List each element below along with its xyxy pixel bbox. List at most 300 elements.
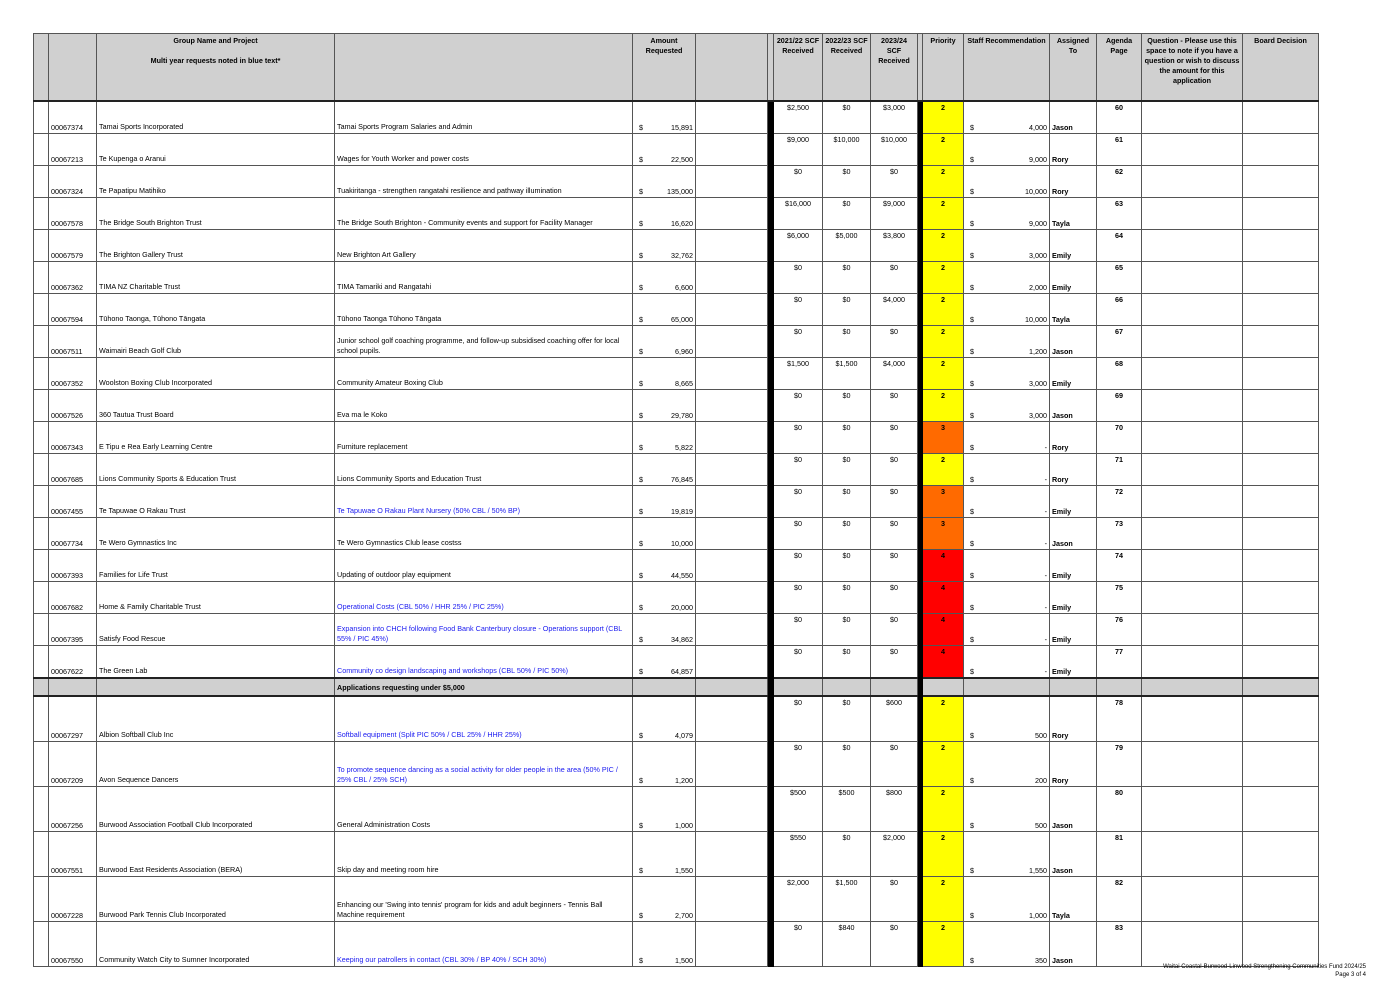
- staff-recommendation: [964, 198, 1050, 230]
- group-name: Te Wero Gymnastics Inc: [97, 518, 335, 550]
- application-id: 00067343: [49, 422, 97, 454]
- currency-symbol: $: [639, 251, 643, 260]
- amount-value: 65,000: [671, 315, 693, 324]
- spacer-cell: [696, 326, 768, 358]
- table-row: [34, 454, 1319, 486]
- board-decision-cell: [1243, 696, 1319, 742]
- amount-header: Amount Requested: [633, 34, 696, 102]
- priority-value: 2: [923, 198, 964, 230]
- currency-symbol: $: [639, 667, 643, 676]
- priority-value: 2: [923, 166, 964, 198]
- staff-recommendation-header: Staff Recommendation: [964, 34, 1050, 102]
- scf-2021-value: $0: [774, 696, 823, 742]
- amount-value: -: [1044, 571, 1047, 580]
- currency-symbol: $: [970, 635, 974, 644]
- assigned-to: Tayla: [1050, 198, 1097, 230]
- currency-symbol: $: [639, 956, 643, 965]
- staff-recommendation: [964, 390, 1050, 422]
- staff-recommendation: [964, 294, 1050, 326]
- priority-value: 4: [923, 582, 964, 614]
- assigned-to: Jason: [1050, 922, 1097, 967]
- amount-value: 9,000: [1029, 219, 1047, 228]
- spacer-cell: [696, 101, 768, 134]
- table-row: [34, 262, 1319, 294]
- question-cell: [1142, 326, 1243, 358]
- scf-2022-value: $0: [823, 262, 871, 294]
- agenda-page: 65: [1097, 262, 1142, 294]
- amount-value: -: [1044, 667, 1047, 676]
- question-cell: [1142, 518, 1243, 550]
- amount-value: 4,079: [675, 731, 693, 740]
- agenda-page: 73: [1097, 518, 1142, 550]
- amount-value: 2,700: [675, 911, 693, 920]
- amount-requested: [633, 294, 696, 326]
- amount-value: 500: [1035, 731, 1047, 740]
- amount-value: 1,000: [1029, 911, 1047, 920]
- amount-value: 34,862: [671, 635, 693, 644]
- table-row: [34, 614, 1319, 646]
- row-margin: [34, 358, 49, 390]
- amount-requested: [633, 198, 696, 230]
- scf-2023-value: $0: [871, 742, 918, 787]
- scf-2022-value: $1,500: [823, 358, 871, 390]
- project-description: Furniture replacement: [335, 422, 633, 454]
- board-decision-cell: [1243, 486, 1319, 518]
- scf-2023-value: $0: [871, 646, 918, 679]
- application-id: 00067551: [49, 832, 97, 877]
- currency-symbol: $: [639, 821, 643, 830]
- amount-requested: [633, 486, 696, 518]
- row-margin: [34, 134, 49, 166]
- row-margin: [34, 696, 49, 742]
- table-row: [34, 877, 1319, 922]
- currency-symbol: $: [639, 866, 643, 875]
- project-description: General Administration Costs: [335, 787, 633, 832]
- row-margin: [34, 198, 49, 230]
- project-description: Wages for Youth Worker and power costs: [335, 134, 633, 166]
- amount-requested: [633, 582, 696, 614]
- board-decision-cell: [1243, 294, 1319, 326]
- assigned-to: Jason: [1050, 787, 1097, 832]
- assigned-to: Emily: [1050, 230, 1097, 262]
- row-margin: [34, 742, 49, 787]
- amount-value: 9,000: [1029, 155, 1047, 164]
- scf-2022-value: $0: [823, 486, 871, 518]
- amount-value: 200: [1035, 776, 1047, 785]
- scf-2022-value: $0: [823, 422, 871, 454]
- group-name: Te Papatipu Matihiko: [97, 166, 335, 198]
- priority-header: Priority: [923, 34, 964, 102]
- question-cell: [1142, 422, 1243, 454]
- applications-group: [34, 101, 1319, 678]
- application-id: 00067209: [49, 742, 97, 787]
- agenda-page: 76: [1097, 614, 1142, 646]
- assigned-to: Jason: [1050, 518, 1097, 550]
- amount-requested: [633, 614, 696, 646]
- scf-2022-value: $0: [823, 832, 871, 877]
- project-description: Lions Community Sports and Education Trust: [335, 454, 633, 486]
- priority-value: 2: [923, 262, 964, 294]
- assigned-to: Jason: [1050, 101, 1097, 134]
- scf-2023-value: $0: [871, 326, 918, 358]
- scf-2023-value: $9,000: [871, 198, 918, 230]
- amount-value: 10,000: [671, 539, 693, 548]
- application-id: 00067256: [49, 787, 97, 832]
- spacer-cell: [696, 922, 768, 967]
- spacer-cell: [696, 742, 768, 787]
- group-name: Waimairi Beach Golf Club: [97, 326, 335, 358]
- assigned-to-header: Assigned To: [1050, 34, 1097, 102]
- currency-symbol: $: [639, 155, 643, 164]
- amount-value: 135,000: [667, 187, 693, 196]
- currency-symbol: $: [970, 315, 974, 324]
- assigned-to: Rory: [1050, 696, 1097, 742]
- scf-2022-value: $0: [823, 390, 871, 422]
- table-row: [34, 646, 1319, 679]
- currency-symbol: $: [970, 821, 974, 830]
- question-cell: [1142, 101, 1243, 134]
- currency-symbol: $: [970, 123, 974, 132]
- currency-symbol: $: [970, 251, 974, 260]
- currency-symbol: $: [639, 911, 643, 920]
- scf-2021-value: $0: [774, 582, 823, 614]
- agenda-page: 75: [1097, 582, 1142, 614]
- currency-symbol: $: [970, 603, 974, 612]
- amount-requested: [633, 877, 696, 922]
- priority-value: 2: [923, 358, 964, 390]
- amount-value: -: [1044, 443, 1047, 452]
- project-description: Tuakiritanga - strengthen rangatahi resilience and pathway illumination: [335, 166, 633, 198]
- priority-value: 2: [923, 390, 964, 422]
- amount-value: 1,200: [675, 776, 693, 785]
- question-cell: [1142, 390, 1243, 422]
- row-margin: [34, 101, 49, 134]
- spacer-cell: [696, 486, 768, 518]
- project-description: Updating of outdoor play equipment: [335, 550, 633, 582]
- currency-symbol: $: [639, 635, 643, 644]
- table-row: [34, 166, 1319, 198]
- scf-2022-value: $0: [823, 550, 871, 582]
- board-decision-cell: [1243, 787, 1319, 832]
- scf-2022-value: $0: [823, 101, 871, 134]
- project-description: Junior school golf coaching programme, and follow-up subsidised coaching offer for local school pupils.: [335, 326, 633, 358]
- agenda-page: 68: [1097, 358, 1142, 390]
- scf-2021-value: $9,000: [774, 134, 823, 166]
- project-description: Expansion into CHCH following Food Bank Canterbury closure - Operations support (CBL 55% / PIC 45%): [335, 614, 633, 646]
- scf-2023-value: $4,000: [871, 358, 918, 390]
- row-margin: [34, 646, 49, 679]
- agenda-page: 83: [1097, 922, 1142, 967]
- scf-2022-value: $0: [823, 454, 871, 486]
- application-id: 00067352: [49, 358, 97, 390]
- project-description: Keeping our patrollers in contact (CBL 30% / BP 40% / SCH 30%): [335, 922, 633, 967]
- table-row: [34, 518, 1319, 550]
- priority-value: 2: [923, 787, 964, 832]
- agenda-page: 79: [1097, 742, 1142, 787]
- question-cell: [1142, 742, 1243, 787]
- group-name: Lions Community Sports & Education Trust: [97, 454, 335, 486]
- table-row: [34, 422, 1319, 454]
- priority-value: 3: [923, 486, 964, 518]
- board-decision-cell: [1243, 230, 1319, 262]
- amount-requested: [633, 326, 696, 358]
- scf-2021-header: 2021/22 SCF Received: [774, 34, 823, 102]
- application-id: 00067578: [49, 198, 97, 230]
- amount-value: -: [1044, 635, 1047, 644]
- question-cell: [1142, 358, 1243, 390]
- amount-value: 44,550: [671, 571, 693, 580]
- project-description: To promote sequence dancing as a social activity for older people in the area (50% PIC / 25% CBL / 25% SCH): [335, 742, 633, 787]
- board-decision-cell: [1243, 422, 1319, 454]
- currency-symbol: $: [970, 187, 974, 196]
- project-description: Skip day and meeting room hire: [335, 832, 633, 877]
- group-name: Home & Family Charitable Trust: [97, 582, 335, 614]
- agenda-page: 78: [1097, 696, 1142, 742]
- application-id: 00067213: [49, 134, 97, 166]
- agenda-page: 66: [1097, 294, 1142, 326]
- assigned-to: Jason: [1050, 326, 1097, 358]
- question-cell: [1142, 646, 1243, 679]
- scf-2022-value: $0: [823, 742, 871, 787]
- assigned-to: Emily: [1050, 614, 1097, 646]
- currency-symbol: $: [639, 283, 643, 292]
- currency-symbol: $: [639, 187, 643, 196]
- board-decision-header: Board Decision: [1243, 34, 1319, 102]
- spacer-cell: [696, 614, 768, 646]
- staff-recommendation: [964, 922, 1050, 967]
- agenda-page: 64: [1097, 230, 1142, 262]
- board-decision-cell: [1243, 550, 1319, 582]
- group-name: 360 Tautua Trust Board: [97, 390, 335, 422]
- scf-2022-value: $0: [823, 166, 871, 198]
- agenda-page-header: Agenda Page: [1097, 34, 1142, 102]
- agenda-page: 74: [1097, 550, 1142, 582]
- agenda-page: 72: [1097, 486, 1142, 518]
- question-cell: [1142, 922, 1243, 967]
- staff-recommendation: [964, 166, 1050, 198]
- board-decision-cell: [1243, 390, 1319, 422]
- board-decision-cell: [1243, 326, 1319, 358]
- project-description: Operational Costs (CBL 50% / HHR 25% / PIC 25%): [335, 582, 633, 614]
- scf-2021-value: $0: [774, 486, 823, 518]
- question-cell: [1142, 486, 1243, 518]
- board-decision-cell: [1243, 877, 1319, 922]
- row-margin: [34, 294, 49, 326]
- section-label: Applications requesting under $5,000: [335, 678, 633, 696]
- application-id: 00067393: [49, 550, 97, 582]
- currency-symbol: $: [970, 866, 974, 875]
- scf-2023-value: $3,000: [871, 101, 918, 134]
- currency-symbol: $: [639, 571, 643, 580]
- application-id: 00067297: [49, 696, 97, 742]
- spacer-cell: [696, 390, 768, 422]
- scf-2023-value: $600: [871, 696, 918, 742]
- currency-symbol: $: [639, 603, 643, 612]
- scf-2021-value: $6,000: [774, 230, 823, 262]
- application-id: 00067734: [49, 518, 97, 550]
- group-name: Community Watch City to Sumner Incorporated: [97, 922, 335, 967]
- spacer-cell: [696, 696, 768, 742]
- group-name: Te Kupenga o Aranui: [97, 134, 335, 166]
- amount-value: 20,000: [671, 603, 693, 612]
- amount-value: 3,000: [1029, 379, 1047, 388]
- application-id: 00067362: [49, 262, 97, 294]
- spacer-cell: [696, 518, 768, 550]
- row-margin: [34, 614, 49, 646]
- staff-recommendation: [964, 230, 1050, 262]
- scf-2022-value: $10,000: [823, 134, 871, 166]
- amount-value: -: [1044, 507, 1047, 516]
- scf-2022-value: $500: [823, 787, 871, 832]
- table-row: [34, 134, 1319, 166]
- scf-2022-value: $840: [823, 922, 871, 967]
- amount-requested: [633, 422, 696, 454]
- scf-2023-value: $10,000: [871, 134, 918, 166]
- staff-recommendation: [964, 614, 1050, 646]
- application-id: 00067455: [49, 486, 97, 518]
- priority-value: 4: [923, 614, 964, 646]
- staff-recommendation: [964, 262, 1050, 294]
- scf-2021-value: $0: [774, 262, 823, 294]
- agenda-page: 77: [1097, 646, 1142, 679]
- currency-symbol: $: [970, 776, 974, 785]
- scf-2021-value: $0: [774, 646, 823, 679]
- scf-2021-value: $0: [774, 550, 823, 582]
- assigned-to: Emily: [1050, 582, 1097, 614]
- scf-2022-value: $0: [823, 614, 871, 646]
- amount-requested: [633, 101, 696, 134]
- staff-recommendation: [964, 832, 1050, 877]
- amount-value: 10,000: [1025, 315, 1047, 324]
- staff-recommendation: [964, 742, 1050, 787]
- row-margin: [34, 166, 49, 198]
- currency-symbol: $: [639, 379, 643, 388]
- assigned-to: Tayla: [1050, 294, 1097, 326]
- agenda-page: 70: [1097, 422, 1142, 454]
- table-row: [34, 294, 1319, 326]
- amount-requested: [633, 262, 696, 294]
- group-name: Albion Softball Club Inc: [97, 696, 335, 742]
- project-description: Eva ma le Koko: [335, 390, 633, 422]
- project-description: Enhancing our 'Swing into tennis' program for kids and adult beginners - Tennis Ball Machine requirement: [335, 877, 633, 922]
- scf-2022-value: $0: [823, 518, 871, 550]
- board-decision-cell: [1243, 101, 1319, 134]
- project-description: Community co design landscaping and workshops (CBL 50% / PIC 50%): [335, 646, 633, 679]
- amount-value: 1,000: [675, 821, 693, 830]
- amount-value: 32,762: [671, 251, 693, 260]
- board-decision-cell: [1243, 454, 1319, 486]
- board-decision-cell: [1243, 742, 1319, 787]
- application-id: 00067594: [49, 294, 97, 326]
- application-id: 00067579: [49, 230, 97, 262]
- table-row: [34, 742, 1319, 787]
- row-margin: [34, 326, 49, 358]
- board-decision-cell: [1243, 614, 1319, 646]
- table-row: [34, 358, 1319, 390]
- application-id: 00067682: [49, 582, 97, 614]
- group-name: E Tipu e Rea Early Learning Centre: [97, 422, 335, 454]
- group-name: The Green Lab: [97, 646, 335, 679]
- staff-recommendation: [964, 422, 1050, 454]
- agenda-page: 71: [1097, 454, 1142, 486]
- staff-recommendation: [964, 582, 1050, 614]
- staff-recommendation: [964, 646, 1050, 679]
- project-description: Community Amateur Boxing Club: [335, 358, 633, 390]
- amount-requested: [633, 390, 696, 422]
- amount-value: 5,822: [675, 443, 693, 452]
- row-margin: [34, 230, 49, 262]
- priority-value: 2: [923, 696, 964, 742]
- priority-value: 2: [923, 134, 964, 166]
- application-id: 00067526: [49, 390, 97, 422]
- row-margin: [34, 832, 49, 877]
- staff-recommendation: [964, 877, 1050, 922]
- scf-2023-value: $0: [871, 422, 918, 454]
- scf-2022-value: $0: [823, 646, 871, 679]
- group-name: Burwood Park Tennis Club Incorporated: [97, 877, 335, 922]
- scf-2023-value: $0: [871, 486, 918, 518]
- staff-recommendation: [964, 787, 1050, 832]
- currency-symbol: $: [970, 155, 974, 164]
- section-divider: [34, 678, 1319, 696]
- page-footer: [1163, 963, 1366, 979]
- question-cell: [1142, 614, 1243, 646]
- currency-symbol: $: [970, 911, 974, 920]
- amount-requested: [633, 832, 696, 877]
- question-cell: [1142, 294, 1243, 326]
- group-name: The Bridge South Brighton Trust: [97, 198, 335, 230]
- row-margin: [34, 877, 49, 922]
- amount-requested: [633, 518, 696, 550]
- assigned-to: Jason: [1050, 832, 1097, 877]
- currency-symbol: $: [639, 539, 643, 548]
- amount-value: -: [1044, 539, 1047, 548]
- assigned-to: Emily: [1050, 550, 1097, 582]
- scf-2023-value: $3,800: [871, 230, 918, 262]
- priority-value: 2: [923, 101, 964, 134]
- staff-recommendation: [964, 101, 1050, 134]
- table-row: [34, 390, 1319, 422]
- scf-2023-value: $800: [871, 787, 918, 832]
- question-cell: [1142, 134, 1243, 166]
- application-id: 00067550: [49, 922, 97, 967]
- scf-2021-value: $0: [774, 454, 823, 486]
- spacer-cell: [696, 262, 768, 294]
- currency-symbol: $: [639, 475, 643, 484]
- table-row: [34, 230, 1319, 262]
- application-id: 00067511: [49, 326, 97, 358]
- currency-symbol: $: [639, 507, 643, 516]
- spacer-cell: [696, 422, 768, 454]
- table-row: [34, 326, 1319, 358]
- scf-2022-value: $0: [823, 582, 871, 614]
- multi-year-note: Multi year requests noted in blue text*: [150, 56, 281, 65]
- assigned-to: Emily: [1050, 486, 1097, 518]
- amount-value: 19,819: [671, 507, 693, 516]
- currency-symbol: $: [639, 411, 643, 420]
- row-margin: [34, 922, 49, 967]
- amount-value: 29,780: [671, 411, 693, 420]
- scf-2023-value: $0: [871, 550, 918, 582]
- currency-symbol: $: [639, 315, 643, 324]
- scf-2021-value: $0: [774, 390, 823, 422]
- project-description: New Brighton Art Gallery: [335, 230, 633, 262]
- group-name: Satisfy Food Rescue: [97, 614, 335, 646]
- group-name: TIMA NZ Charitable Trust: [97, 262, 335, 294]
- question-cell: [1142, 198, 1243, 230]
- spacer-cell: [696, 166, 768, 198]
- row-margin: [34, 518, 49, 550]
